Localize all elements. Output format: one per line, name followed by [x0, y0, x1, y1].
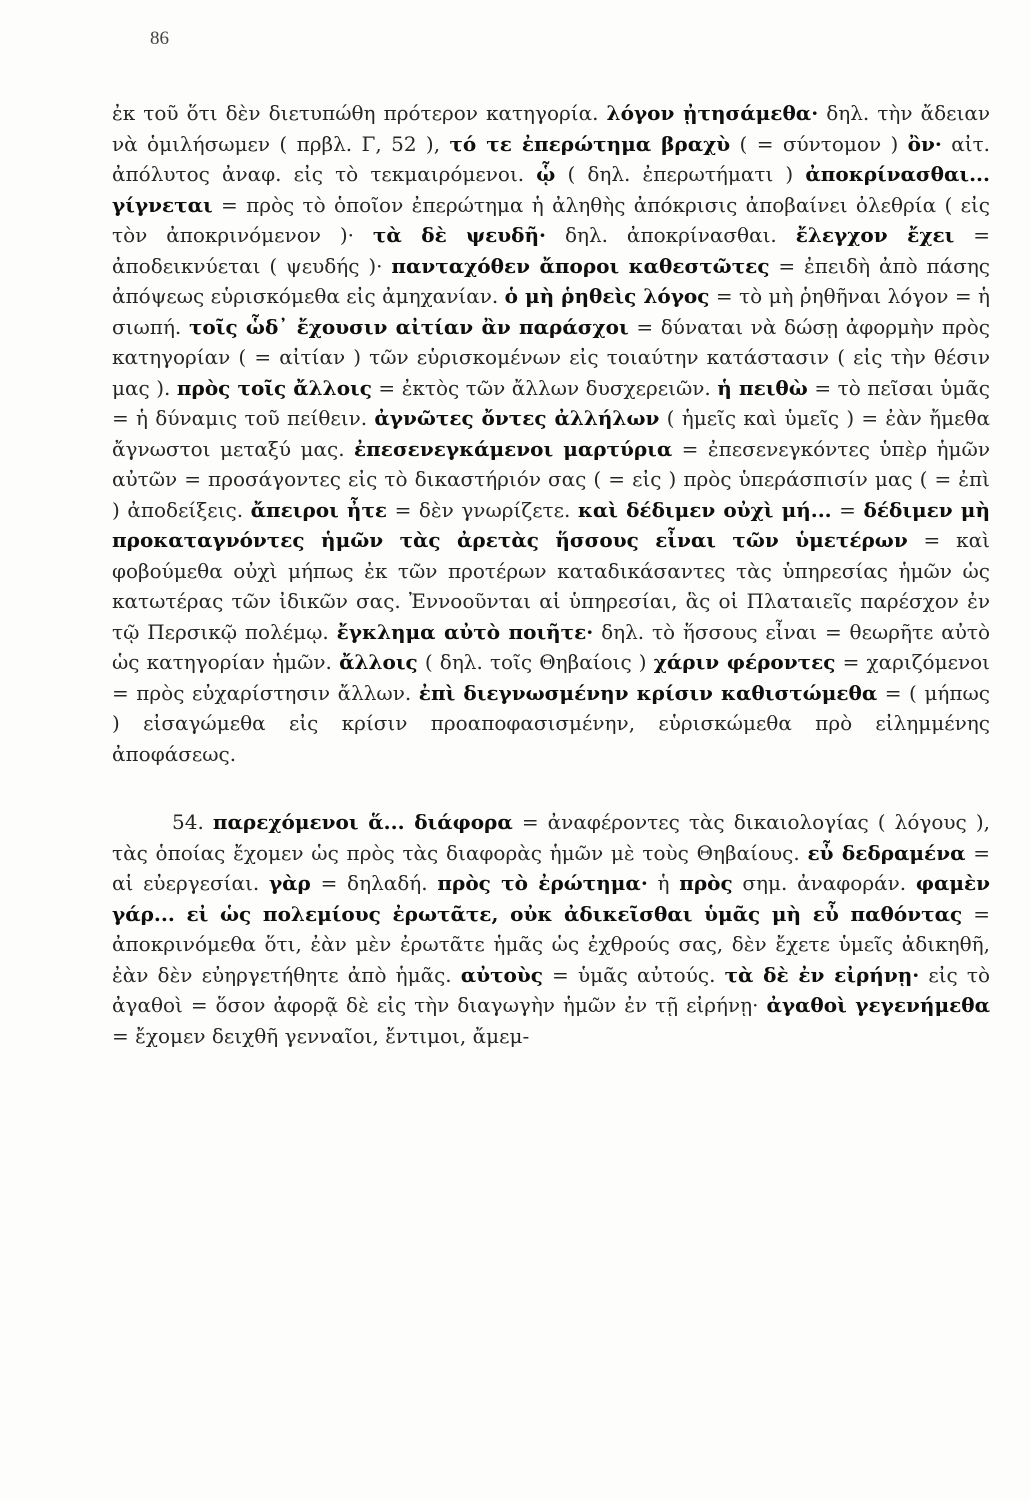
gloss-text: ( δηλ. τοῖς Θηβαίοις )	[417, 650, 654, 674]
gloss-text: ( δηλ. ἐπερωτήματι )	[555, 162, 806, 186]
lemma-term: τὰ δὲ ἐν εἰρήνῃ·	[724, 962, 920, 987]
gloss-text: = ἐκτὸς τῶν ἄλλων δυσχερειῶν.	[371, 375, 718, 400]
lemma-term: αὐτοὺς	[460, 962, 543, 987]
gloss-text: ( ἡμεῖς καὶ ὑμεῖς ) = ἐὰν ἤμεθα ἄγνωστοι μεταξύ μας.	[112, 406, 990, 461]
lemma-term: εὖ δεδραμένα	[807, 840, 966, 865]
gloss-text: = ἀναφέροντες τὰς δικαιολογίας ( λόγους ), τὰς ὁποίας ἔχομεν ὡς πρὸς τὰς διαφορὰς ἡμῶν μὲ τοὺς Θηβαίους.	[112, 810, 990, 865]
gloss-text: = τὸ πεῖσαι ὑμᾶς = ἡ δύναμις τοῦ πείθειν.	[112, 375, 990, 430]
lemma-term: τοῖς ὧδ᾽ ἔχουσιν αἰτίαν ἂν παράσχοι	[188, 314, 629, 339]
gloss-text: = δύναται νὰ δώσῃ ἀφορμὴν πρὸς κατηγορίαν ( = αἰτίαν ) τῶν εὑρισκομένων εἰς τοιαύτην κατάστασιν ( εἰς τὴν θέσιν μας ).	[112, 314, 990, 400]
gloss-text: = ( μήπως ) εἰσαγώμεθα εἰς κρίσιν προαποφασισμένην, εὑρισκώμεθα πρὸ εἰλημμένης ἀποφάσεως.	[112, 680, 990, 766]
gloss-text: = χαριζόμενοι = πρὸς εὐχαρίστησιν ἄλλων.	[112, 650, 990, 705]
lemma-term: ἀγνῶτες ὄντες ἀλλήλων	[374, 406, 660, 430]
lemma-term: πανταχόθεν ἄποροι καθεστῶτες	[391, 253, 770, 278]
lemma-term: παρεχόμενοι ἅ... διάφορα	[212, 810, 513, 834]
gloss-text: = ἀποκρινόμεθα ὅτι, ἐὰν μὲν ἐρωτᾶτε ἡμᾶς ὡς ἐχθρούς σας, δὲν ἔχετε ὑμεῖς ἀδικηθῆ, ἐὰν δὲν εὐηργετήθητε ἀπὸ ἡμᾶς.	[112, 901, 990, 987]
lemma-term: ἔλεγχον ἔχει	[795, 223, 955, 247]
gloss-text: = πρὸς τὸ ὁποῖον ἐπερώτημα ἡ ἀληθὴς ἀπόκρισις ἀποβαίνει ὀλεθρία ( εἰς τὸν ἀποκρινόμενον )·	[112, 192, 990, 247]
lemma-term: δέδιμεν μὴ προκαταγνόντες ἡμῶν τὰς ἀρετὰς ἥσσους εἶναι τῶν ὑμετέρων	[112, 497, 990, 552]
gloss-text: = ἐπειδὴ ἀπὸ πάσης ἀπόψεως εὑρισκόμεθα εἰς ἀμηχανίαν.	[112, 253, 991, 308]
lemma-term: καὶ δέδιμεν οὐχὶ μή...	[577, 497, 832, 522]
gloss-text: = καὶ φοβούμεθα οὐχὶ μήπως ἐκ τῶν προτέρων καταδικάσαντες τὰς ὑπηρεσίας ἡμῶν ὡς κατωτέρας τῶν ἰδικῶν σας. Ἐννοοῦνται αἱ ὑπηρεσίαι, ἃς οἱ Πλαταιεῖς παρέσχον ἐν τῷ Περσικῷ πολέμῳ.	[112, 528, 990, 644]
gloss-text: αἰτ. ἀπόλυτος ἀναφ. εἰς τὸ τεκμαιρόμενοι.	[112, 131, 990, 186]
lemma-term: τὰ δὲ ψευδῆ·	[372, 223, 547, 247]
lemma-term: ἀγαθοὶ γεγενήμεθα	[766, 993, 990, 1017]
gloss-text: = ἐπεσενεγκόντες ὑπὲρ ἡμῶν αὐτῶν = προσάγοντες εἰς τὸ δικαστήριόν σας ( = εἰς ) πρὸς ὑπεράσπισίν μας ( = ἐπὶ ) ἀποδείξεις.	[112, 436, 991, 522]
gloss-text: = ἀποδεικνύεται ( ψευδής )·	[112, 223, 990, 278]
lemma-term: γὰρ	[268, 871, 311, 895]
lemma-term: φαμὲν γάρ... εἰ ὡς πολεμίους ἐρωτᾶτε, οὐκ ἀδικεῖσθαι ὑμᾶς μὴ εὖ παθόντας	[112, 871, 991, 926]
gloss-text: δηλ. τὸ ἥσσους εἶναι = θεωρῆτε αὐτὸ ὡς κατηγορίαν ἡμῶν.	[112, 619, 991, 674]
gloss-text: =	[831, 497, 864, 522]
gloss-text: = τὸ μὴ ῥηθῆναι λόγον = ἡ σιωπή.	[112, 284, 990, 339]
gloss-text: = αἱ εὐεργεσίαι.	[112, 840, 990, 895]
commentary-text	[112, 98, 990, 1051]
gloss-text: σημ. ἀναφοράν.	[732, 871, 916, 895]
lemma-term: πρὸς	[679, 871, 733, 895]
commentary-paragraph	[112, 807, 990, 1051]
gloss-text: ἐκ τοῦ ὅτι δὲν διετυπώθη πρότερον κατηγορία.	[112, 101, 607, 125]
lemma-term: πρὸς τὸ ἐρώτημα·	[437, 871, 648, 895]
lemma-term: ἐπὶ διεγνωσμένην κρίσιν καθιστώμεθα	[418, 680, 878, 705]
lemma-term: λόγον ᾐτησάμεθα·	[606, 101, 819, 125]
lemma-term: ἀποκρίνασθαι... γίγνεται	[112, 162, 990, 217]
lemma-term: πρὸς τοῖς ἄλλοις	[176, 375, 372, 400]
gloss-text: δηλ. τὴν ἄδειαν νὰ ὁμιλήσωμεν ( πρβλ. Γ, 52 ),	[112, 101, 991, 156]
gloss-text: ( = σύντομον )	[730, 131, 908, 156]
lemma-term: ἡ πειθὼ	[717, 375, 808, 400]
gloss-text: = ὑμᾶς αὐτούς.	[542, 962, 725, 987]
gloss-text: = ἔχομεν δειχθῆ γενναῖοι, ἔντιμοι, ἄμεμ-	[112, 1023, 530, 1048]
lemma-term: ἔγκλημα αὐτὸ ποιῆτε·	[336, 619, 594, 644]
commentary-paragraph	[112, 98, 990, 769]
gloss-text: = δὲν γνωρίζετε.	[387, 497, 578, 522]
lemma-term: ἐπεσενεγκάμενοι μαρτύρια	[353, 436, 673, 461]
gloss-text: δηλ. ἀποκρίνασθαι.	[546, 223, 796, 247]
lemma-term: τό τε ἐπερώτημα βραχὺ	[449, 131, 731, 156]
page-number: 86	[150, 28, 169, 49]
gloss-text: εἰς τὸ ἀγαθοὶ = ὅσον ἀφορᾷ δὲ εἰς τὴν διαγωγὴν ἡμῶν ἐν τῇ εἰρήνῃ·	[112, 962, 990, 1017]
lemma-term: ἄπειροι ἦτε	[250, 497, 388, 522]
lemma-term: ᾧ	[536, 162, 556, 186]
lemma-term: χάριν φέροντες	[653, 650, 836, 674]
gloss-text: 54.	[172, 810, 213, 834]
lemma-term: ἄλλοις	[339, 650, 418, 674]
lemma-term: ὂν·	[907, 131, 942, 156]
gloss-text: = δηλαδή.	[310, 871, 438, 895]
gloss-text: ἡ	[647, 871, 680, 895]
lemma-term: ὁ μὴ ῥηθεὶς λόγος	[504, 284, 710, 308]
